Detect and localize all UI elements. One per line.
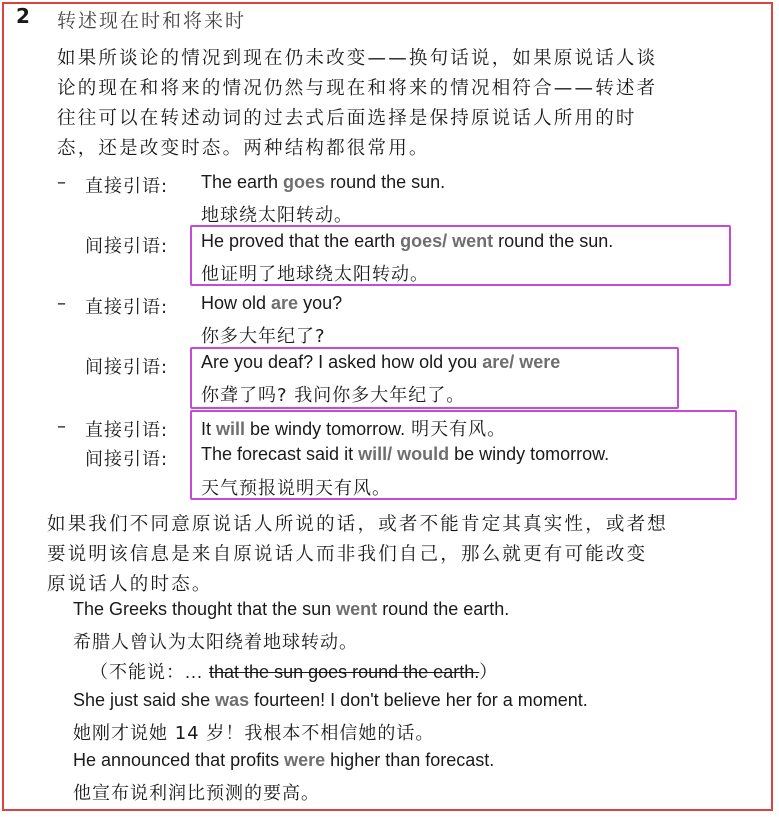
- example-sentence: She just said she was fourteen! I don't believe her for a moment.: [73, 690, 588, 710]
- direct-speech-label: 直接引语:: [85, 176, 169, 197]
- indirect-speech-translation: 他证明了地球绕太阳转动。: [201, 264, 429, 285]
- example-translation: 希腊人曾认为太阳绕着地球转动。: [73, 632, 358, 653]
- direct-speech-label: 直接引语:: [85, 420, 169, 441]
- example-translation: 她刚才说她 14 岁！我根本不相信她的话。: [73, 723, 435, 744]
- bullet-dash: –: [57, 172, 67, 193]
- paragraph-line: 态，还是改变时态。两种结构都很常用。: [57, 138, 430, 159]
- direct-speech-translation: 地球绕太阳转动。: [201, 205, 353, 226]
- direct-speech-label: 直接引语:: [85, 297, 169, 318]
- indirect-speech-label: 间接引语:: [85, 236, 169, 257]
- direct-speech-sentence: How old are you?: [201, 293, 343, 313]
- paragraph-line: 原说话人的时态。: [47, 574, 213, 595]
- section-title: 转述现在时和将来时: [57, 10, 247, 32]
- paragraph-line: 要说明该信息是来自原说话人而非我们自己，那么就更有可能改变: [47, 544, 648, 565]
- indirect-speech-translation: 天气预报说明天有风。: [201, 478, 391, 499]
- example-sentence: The Greeks thought that the sun went round the earth.: [73, 599, 510, 619]
- indirect-speech-label: 间接引语:: [85, 449, 169, 470]
- direct-speech-sentence: The earth goes round the sun.: [201, 172, 446, 192]
- paragraph-line: 如果所谈论的情况到现在仍未改变——换句话说，如果原说话人谈: [57, 48, 658, 69]
- indirect-speech-sentence: Are you deaf? I asked how old you are/ were: [201, 352, 561, 372]
- incorrect-usage-note: （不能说：... that the sun goes round the earth.）: [90, 662, 499, 682]
- bullet-dash: –: [57, 293, 67, 314]
- bullet-dash: –: [57, 416, 67, 437]
- direct-speech-sentence: It will be windy tomorrow. 明天有风。: [201, 419, 507, 439]
- indirect-speech-translation: 你聋了吗? 我问你多大年纪了。: [201, 385, 466, 406]
- example-sentence: He announced that profits were higher than forecast.: [73, 750, 495, 770]
- paragraph-line: 如果我们不同意原说话人所说的话，或者不能肯定其真实性，或者想: [47, 514, 669, 535]
- struck-text: that the sun goes round the earth.: [209, 662, 480, 682]
- indirect-speech-sentence: The forecast said it will/ would be windy tomorrow.: [201, 444, 610, 464]
- indirect-speech-sentence: He proved that the earth goes/ went round the sun.: [201, 231, 614, 251]
- indirect-speech-label: 间接引语:: [85, 357, 169, 378]
- section-number: 2: [16, 4, 30, 28]
- direct-speech-translation: 你多大年纪了?: [201, 326, 326, 347]
- example-translation: 他宣布说利润比预测的要高。: [73, 783, 320, 804]
- paragraph-line: 论的现在和将来的情况仍然与现在和将来的情况相符合——转述者: [57, 78, 658, 99]
- paragraph-line: 往往可以在转述动词的过去式后面选择是保持原说话人所用的时: [57, 108, 637, 129]
